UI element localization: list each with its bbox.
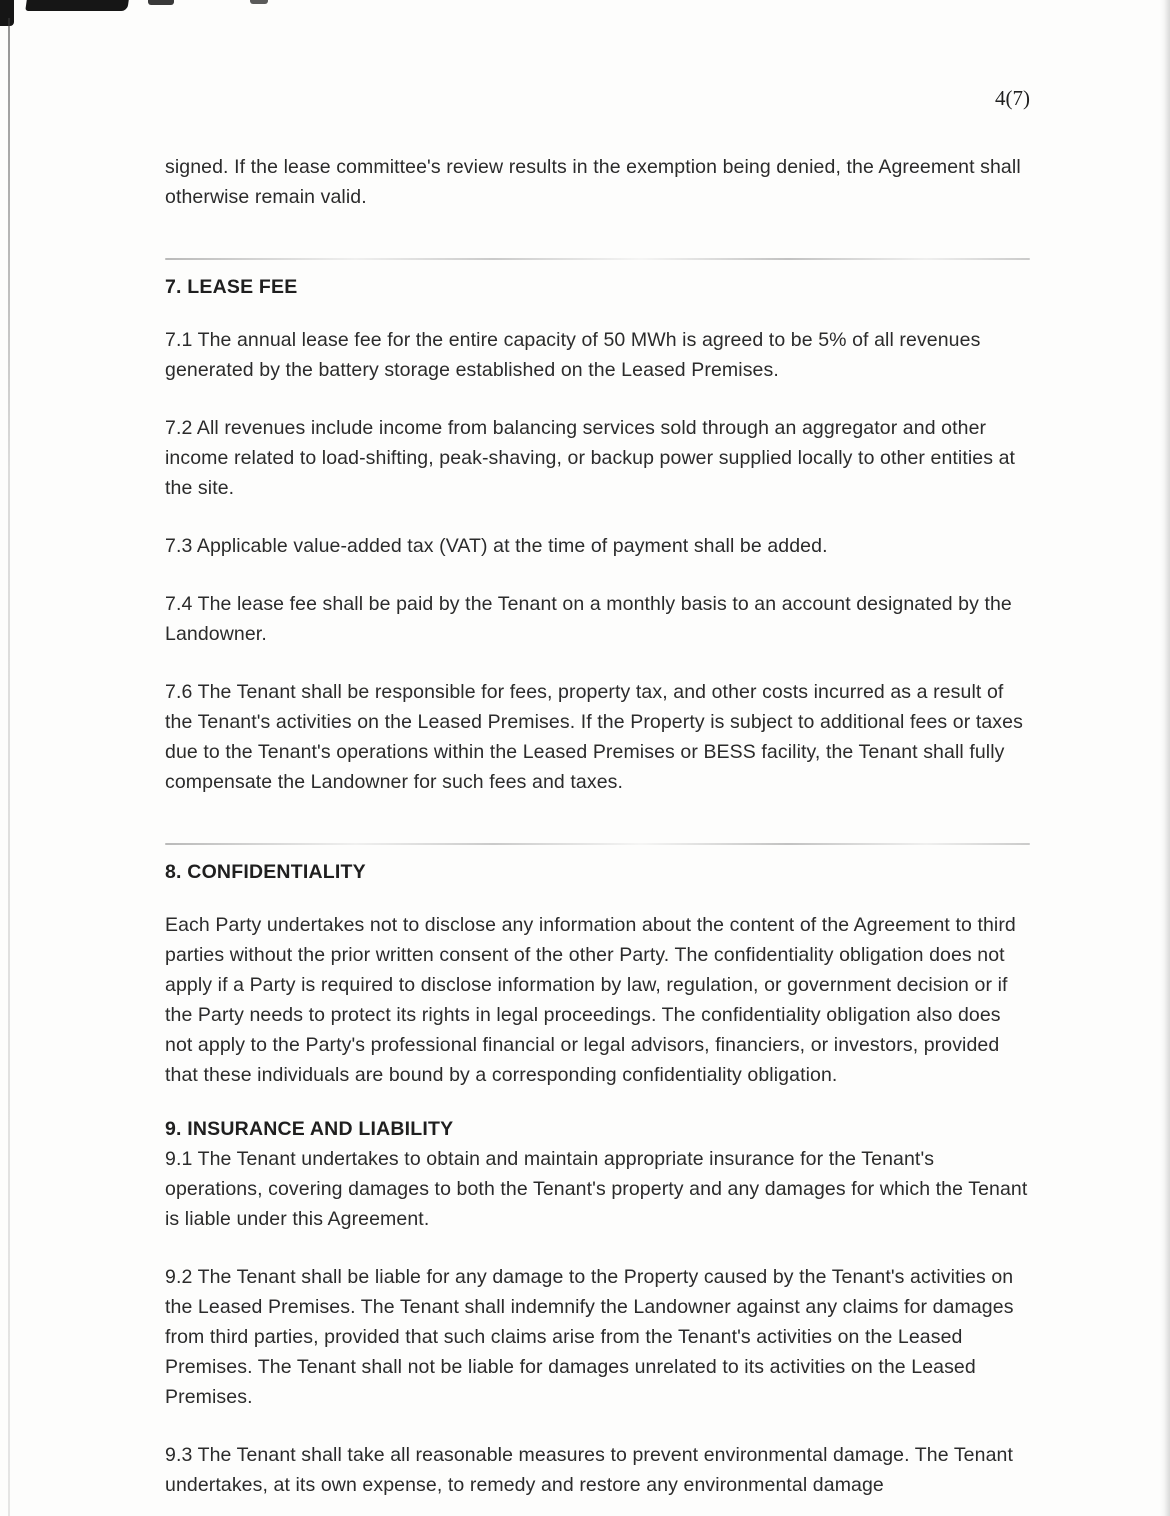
scan-edge-line [8,18,10,1516]
document-content [165,152,1030,1516]
paragraph-7-4: 7.4 The lease fee shall be paid by the Tenant on a monthly basis to an account designated by the Landowner. [165,593,1012,645]
paragraph-9-2: 9.2 The Tenant shall be liable for any damage to the Property caused by the Tenant's activities on the Leased Premises. The Tenant shall indemnify the Landowner against any claims for damages from third parties, provided that such claims arise from the Tenant's activities on the Leased Premises. The Tenant shall not be liable for damages unrelated to its activities on the Leased Premises. [165,1266,1014,1408]
paragraph-7-3: 7.3 Applicable value-added tax (VAT) at the time of payment shall be added. [165,535,828,557]
paragraph-7-2: 7.2 All revenues include income from balancing services sold through an aggregator and other income related to load-shifting, peak-shaving, or backup power supplied locally to other entities at the site. [165,417,1016,499]
paragraph-8: Each Party undertakes not to disclose any information about the content of the Agreement to third parties without the prior written consent of the other Party. The confidentiality obligation does not apply if a Party is required to disclose information by law, regulation, or government decision or if the Party needs to protect its rights in legal proceedings. The confidentiality obligation also does not apply to the Party's professional financial or legal advisors, financiers, or investors, provided that these individuals are bound by a corresponding confidentiality obligation. [165,914,1016,1086]
scan-artifact [25,0,129,11]
scan-edge-shadow [1160,0,1170,1516]
intro-paragraph: signed. If the lease committee's review results in the exemption being denied, the Agreement shall otherwise remain valid. [165,156,1021,208]
section-heading-lease-fee: 7. LEASE FEE [165,276,298,298]
scan-artifact [250,0,268,4]
page-number: 4(7) [995,86,1030,110]
paragraph-7-1: 7.1 The annual lease fee for the entire capacity of 50 MWh is agreed to be 5% of all revenues generated by the battery storage established on the Leased Premises. [165,329,981,381]
paragraph-9-3: 9.3 The Tenant shall take all reasonable measures to prevent environmental damage. The Tenant undertakes, at its own expense, to remedy and restore any environmental damage [165,1444,1013,1496]
scan-artifact [0,0,14,26]
section-heading-confidentiality: 8. CONFIDENTIALITY [165,861,366,883]
paragraph-9-1: 9.1 The Tenant undertakes to obtain and maintain appropriate insurance for the Tenant's operations, covering damages to both the Tenant's property and any damages for which the Tenant is liable under this Agreement. [165,1148,1028,1230]
scan-artifact [148,0,174,5]
section-divider-line [165,843,1030,845]
section-heading-insurance-liability: 9. INSURANCE AND LIABILITY [165,1118,454,1140]
paragraph-7-6: 7.6 The Tenant shall be responsible for fees, property tax, and other costs incurred as a result of the Tenant's activities on the Leased Premises. If the Property is subject to additional fees or taxes due to the Tenant's operations within the Leased Premises or BESS facility, the Tenant shall fully compensate the Landowner for such fees and taxes. [165,681,1023,793]
section-divider-line [165,258,1030,260]
